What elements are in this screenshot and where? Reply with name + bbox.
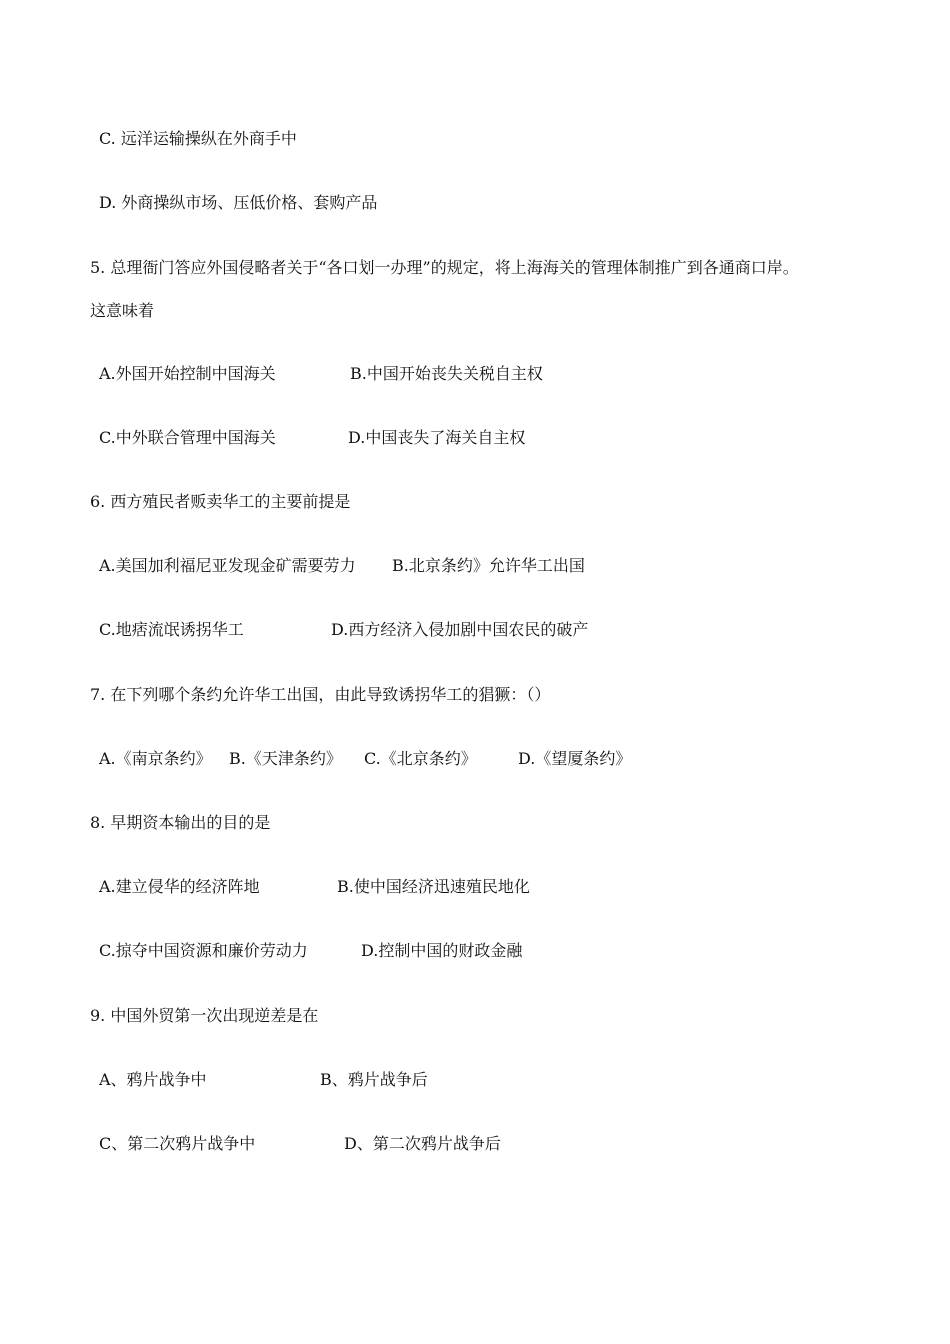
question-text: 6. 西方殖民者贩卖华工的主要前提是 <box>90 492 351 511</box>
option-text: A.美国加利福尼亚发现金矿需要劳力 <box>99 556 356 575</box>
option-text: A.《南京条约》 <box>99 749 212 768</box>
option-text: B.《天津条约》 <box>229 749 342 768</box>
option-text: D. 外商操纵市场、压低价格、套购产品 <box>99 193 378 212</box>
question-text: 这意味着 <box>90 301 155 320</box>
question-text: 9. 中国外贸第一次出现逆差是在 <box>90 1006 319 1025</box>
question-text: 5. 总理衙门答应外国侵略者关于“各口划一办理”的规定，将上海海关的管理体制推广到各通商口岸。 <box>90 258 799 277</box>
option-text: B.使中国经济迅速殖民地化 <box>337 877 530 896</box>
option-text: D、第二次鸦片战争后 <box>344 1134 501 1153</box>
option-text: B.中国开始丧失关税自主权 <box>350 364 543 383</box>
option-text: C.掠夺中国资源和廉价劳动力 <box>99 941 308 960</box>
option-text: A.外国开始控制中国海关 <box>99 364 276 383</box>
option-text: C. 远洋运输操纵在外商手中 <box>99 129 297 148</box>
option-text: D.西方经济入侵加剧中国农民的破产 <box>331 620 589 639</box>
option-text: D.中国丧失了海关自主权 <box>348 428 526 447</box>
option-text: A、鸦片战争中 <box>99 1070 207 1089</box>
question-text: 8. 早期资本输出的目的是 <box>90 813 271 832</box>
option-text: C.地痞流氓诱拐华工 <box>99 620 244 639</box>
option-text: A.建立侵华的经济阵地 <box>99 877 260 896</box>
option-text: D.控制中国的财政金融 <box>361 941 523 960</box>
option-text: D.《望厦条约》 <box>518 749 632 768</box>
option-text: C、第二次鸦片战争中 <box>99 1134 256 1153</box>
option-text: C.《北京条约》 <box>364 749 477 768</box>
question-text: 7. 在下列哪个条约允许华工出国，由此导致诱拐华工的猖獗：（） <box>90 685 551 704</box>
option-text: C.中外联合管理中国海关 <box>99 428 276 447</box>
option-text: B、鸦片战争后 <box>320 1070 428 1089</box>
option-text: B.北京条约》允许华工出国 <box>392 556 585 575</box>
